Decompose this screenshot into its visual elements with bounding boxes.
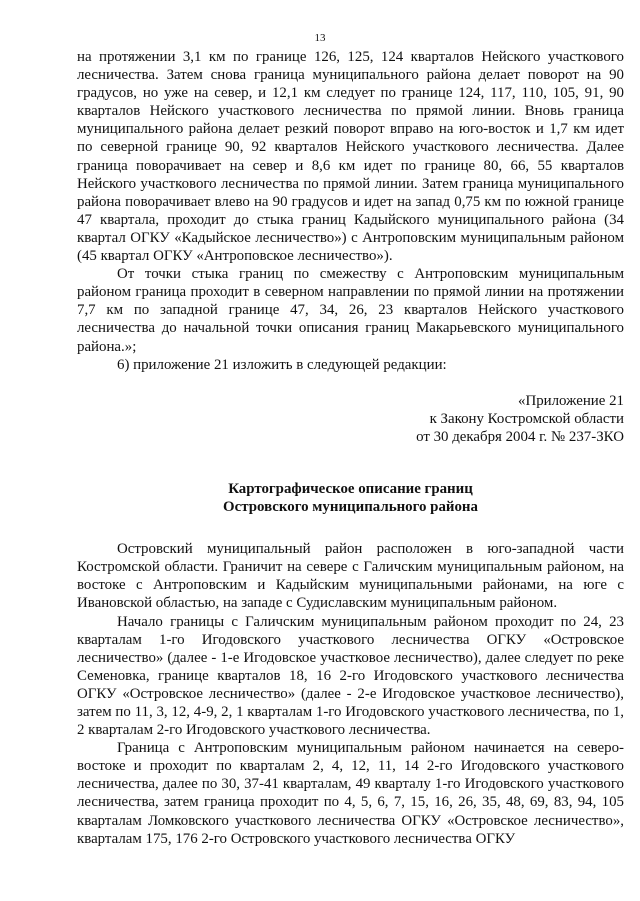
page-number: 13 <box>314 32 326 44</box>
paragraph-junction: От точки стыка границ по смежеству с Антроповским муниципальным районом граница проходит в северном направлении по прямой линии на протяжении 7,7 км по западной границе 47, 34, 26, 23 кварталов Нейского участкового лесничества до начальной точки описания границ Макарьевского муниципального района.»; <box>77 266 624 355</box>
appendix-reference <box>77 392 624 446</box>
paragraph-continuation: на протяжении 3,1 км по границе 126, 125, 124 кварталов Нейского участкового лесничества. Затем снова граница муниципального района делает поворот на 90 градусов, но уже на север, и 12,1 км следует по границе 124, 117, 110, 105, 91, 90 кварталов Нейского участкового лесничества по прямой линии. Вновь граница муниципального района делает резкий поворот вправо на юго-восток и 1,7 км идет по северной границе 90, 92 кварталов Нейского участкового лесничества. Далее граница поворачивает на север и 8,6 км идет по границе 80, 66, 55 кварталов Нейского участкового лесничества по прямой линии. Затем граница муниципального района поворачивает влево на 90 градусов и идет на запад 0,75 км по южной границе 47 квартала, проходит до стыка границ Кадыйского муниципального района (34 квартал ОГКУ «Кадыйское лесничество») с Антроповским муниципальным районом (45 квартал ОГКУ «Антроповское лесничество»). <box>77 49 624 265</box>
heading-line: Островского муниципального района <box>223 499 478 516</box>
appendix-line: от 30 декабря 2004 г. № 237-ЗКО <box>416 428 624 445</box>
paragraph-antropovo-border: Граница с Антроповским муниципальным районом начинается на северо-востоке и проходит по кварталам 2, 4, 12, 11, 14 2-го Игодовского участкового лесничества, далее по 30, 37-41 кварталам, 49 кварталу 1-го Игодовского участкового лесничества, затем граница проходит по 4, 5, 6, 7, 15, 16, 26, 35, 48, 69, 83, 94, 105 кварталам Ломковского участкового лесничества ОГКУ «Островское лесничество», кварталам 175, 176 2-го Островского участкового лесничества ОГКУ <box>77 740 624 847</box>
document-body <box>77 48 624 848</box>
appendix-line: к Закону Костромской области <box>429 410 624 427</box>
section-heading <box>77 480 624 516</box>
paragraph-amendment: 6) приложение 21 изложить в следующей редакции: <box>117 356 447 373</box>
paragraph-galich-border: Начало границы с Галичским муниципальным районом проходит по 24, 23 кварталам 1-го Игодовского участкового лесничества ОГКУ «Островское лесничество» (далее - 1-е Игодовское участковое лесничество), далее следует по реке Семеновка, границе кварталов 18, 16 2-го Игодовского участкового лесничества ОГКУ «Островское лесничество» (далее - 2-е Игодовское участковое лесничество), затем по 11, 3, 12, 4-9, 2, 1 кварталам 1-го Игодовского участкового лесничества, по 1, 2 кварталам 2-го Игодовского участкового лесничества. <box>77 613 624 739</box>
appendix-line: «Приложение 21 <box>518 392 624 409</box>
paragraph-location: Островский муниципальный район расположен в юго-западной части Костромской области. Граничит на севере с Галичским муниципальным районом, на востоке с Антроповским и Кадыйским муниципальными районами, на юге с Ивановской областью, на западе с Судиславским муниципальным районом. <box>77 541 624 612</box>
heading-line: Картографическое описание границ <box>228 480 473 497</box>
